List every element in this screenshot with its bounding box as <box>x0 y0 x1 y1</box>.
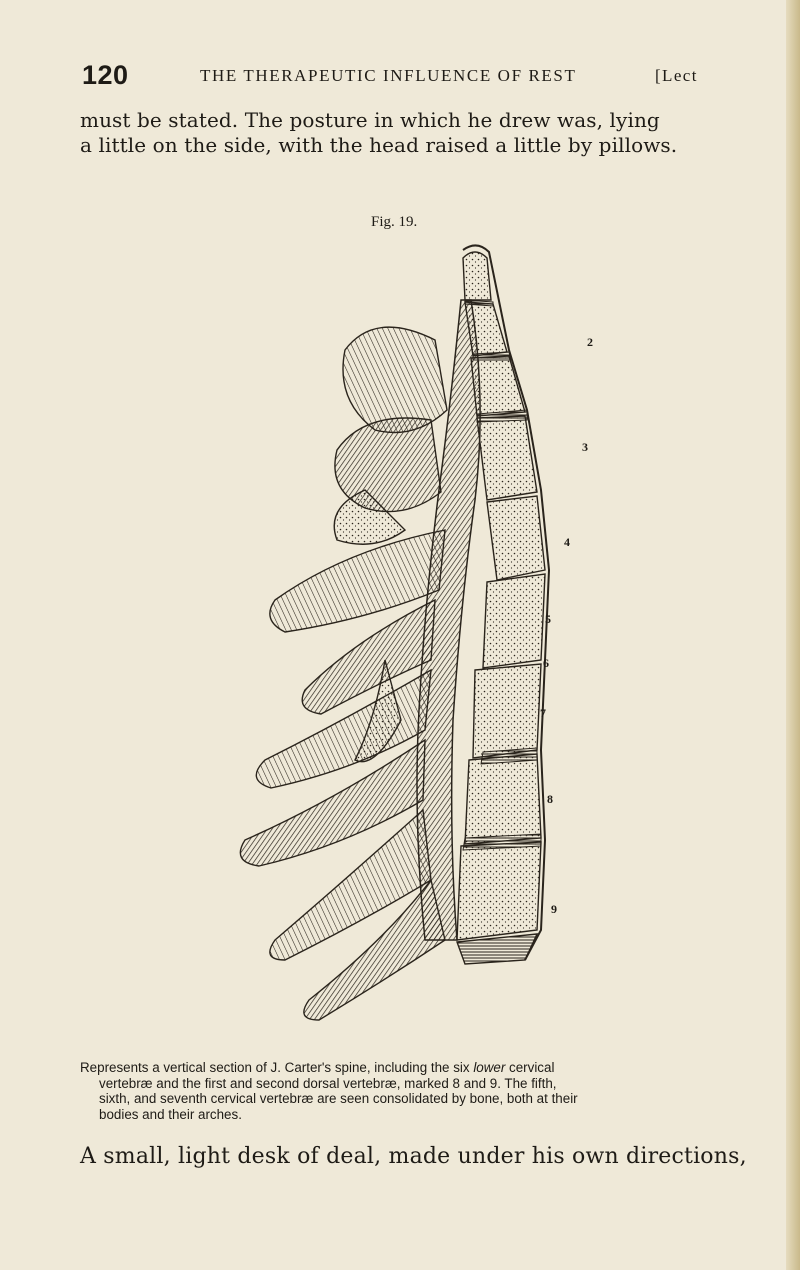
vertebra-label-3: 3 <box>582 440 588 454</box>
running-head <box>82 60 722 94</box>
caption-emphasis: lower <box>473 1060 506 1075</box>
caption-line: bodies and their arches. <box>99 1106 242 1122</box>
caption-line <box>80 1060 740 1076</box>
spine-illustration <box>225 240 593 1040</box>
continuation-text: A small, light desk of deal, made under his own directions, <box>80 1144 747 1169</box>
page-number: 120 <box>82 60 129 90</box>
lecture-mark: [Lect <box>655 66 698 85</box>
spine-drawing <box>225 240 585 1040</box>
vertebra-label-2: 2 <box>587 335 593 349</box>
vertebra-label-8: 8 <box>547 792 553 806</box>
figure-caption <box>80 1060 740 1122</box>
vertebra-label-5: 5 <box>545 612 551 626</box>
vertebra-label-4: 4 <box>564 535 570 549</box>
caption-text: Represents a vertical section of J. Carter's spine, including the six <box>80 1060 474 1075</box>
caption-text: cervical <box>505 1060 555 1075</box>
caption-line: sixth, and seventh cervical vertebræ are seen consolidated by bone, both at their <box>99 1091 578 1106</box>
vertebra-label-7: 7 <box>540 706 546 720</box>
body-paragraph <box>80 108 730 158</box>
running-title: THE THERAPEUTIC INFLUENCE OF REST <box>200 66 577 85</box>
vertebra-label-6: 6 <box>543 656 549 670</box>
page-edge <box>786 0 800 1270</box>
caption-line: vertebræ and the first and second dorsal vertebræ, marked 8 and 9. The fifth, <box>99 1075 557 1091</box>
body-line: a little on the side, with the head raised a little by pillows. <box>80 133 678 157</box>
vertebra-label-9: 9 <box>551 902 557 916</box>
vertebral-arches <box>240 327 447 1020</box>
body-line: must be stated. The posture in which he drew was, lying <box>80 108 660 132</box>
figure-label: Fig. 19. <box>371 214 418 230</box>
